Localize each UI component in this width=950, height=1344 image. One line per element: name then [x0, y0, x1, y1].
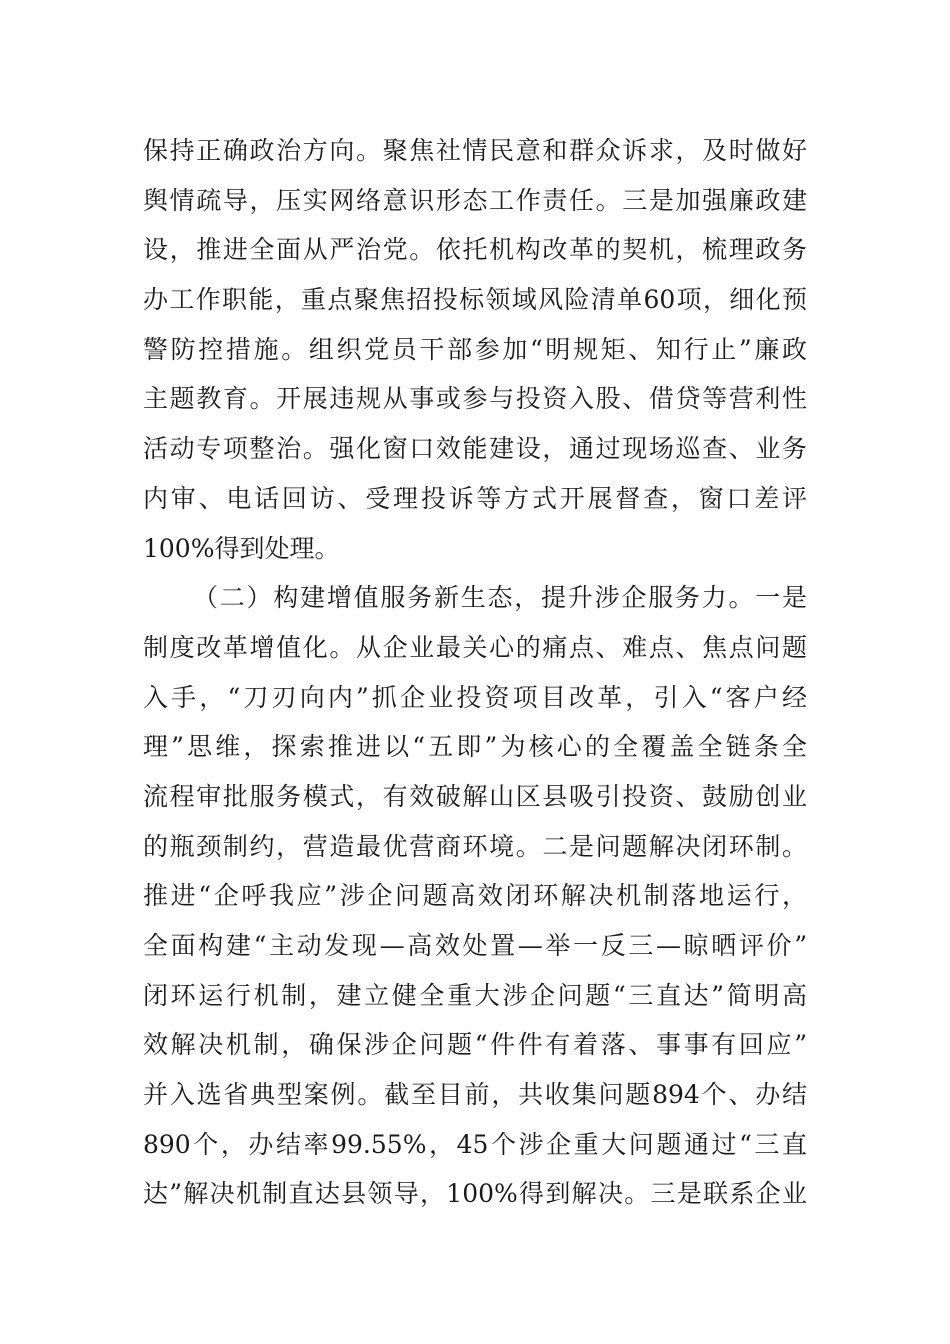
text-line: 流程审批服务模式，有效破解山区县吸引投资、鼓励创业 [143, 781, 807, 811]
text-line: 推进“企呼我应”涉企问题高效闭环解决机制落地运行， [143, 881, 807, 911]
text-line: 全面构建“主动发现—高效处置—举一反三—晾晒评价” [143, 931, 807, 960]
text-line: 主题教育。开展违规从事或参与投资入股、借贷等营利性 [143, 384, 807, 414]
text-line: 闭环运行机制，建立健全重大涉企问题“三直达”简明高 [143, 980, 807, 1010]
text-line: 入手，“刀刃向内”抓企业投资项目改革，引入“客户经 [143, 682, 807, 712]
text-line: 并入选省典型案例。截至目前，共收集问题894个、办结 [143, 1080, 807, 1110]
text-line: 保持正确政治方向。聚焦社情民意和群众诉求，及时做好 [143, 136, 807, 165]
text-line: 100%得到处理。 [143, 533, 340, 563]
text-line: 制度改革增值化。从企业最关心的痛点、难点、焦点问题 [143, 632, 807, 662]
text-line: 警防控措施。组织党员干部参加“明规矩、知行止”廉政 [143, 334, 807, 364]
text-line: 理”思维，探索推进以“五即”为核心的全覆盖全链条全 [143, 732, 807, 762]
text-line: 达”解决机制直达县领导，100%得到解决。三是联系企业 [143, 1179, 807, 1209]
text-line: 办工作职能，重点聚焦招投标领域风险清单60项，细化预 [143, 285, 807, 315]
text-line: 设，推进全面从严治党。依托机构改革的契机，梳理政务 [143, 235, 807, 265]
text-line: 活动专项整治。强化窗口效能建设，通过现场巡查、业务 [143, 434, 807, 464]
document-body [143, 126, 807, 1219]
text-line: 舆情疏导，压实网络意识形态工作责任。三是加强廉政建 [143, 185, 807, 215]
text-line: 890个，办结率99.55%，45个涉企重大问题通过“三直 [143, 1129, 807, 1159]
text-line: 效解决机制，确保涉企问题“件件有着落、事事有回应” [143, 1030, 807, 1060]
section-heading-line: （二）构建增值服务新生态，提升涉企服务力。一是 [193, 583, 807, 613]
text-line: 的瓶颈制约，营造最优营商环境。二是问题解决闭环制。 [143, 831, 807, 861]
text-line: 内审、电话回访、受理投诉等方式开展督查，窗口差评 [143, 483, 807, 513]
